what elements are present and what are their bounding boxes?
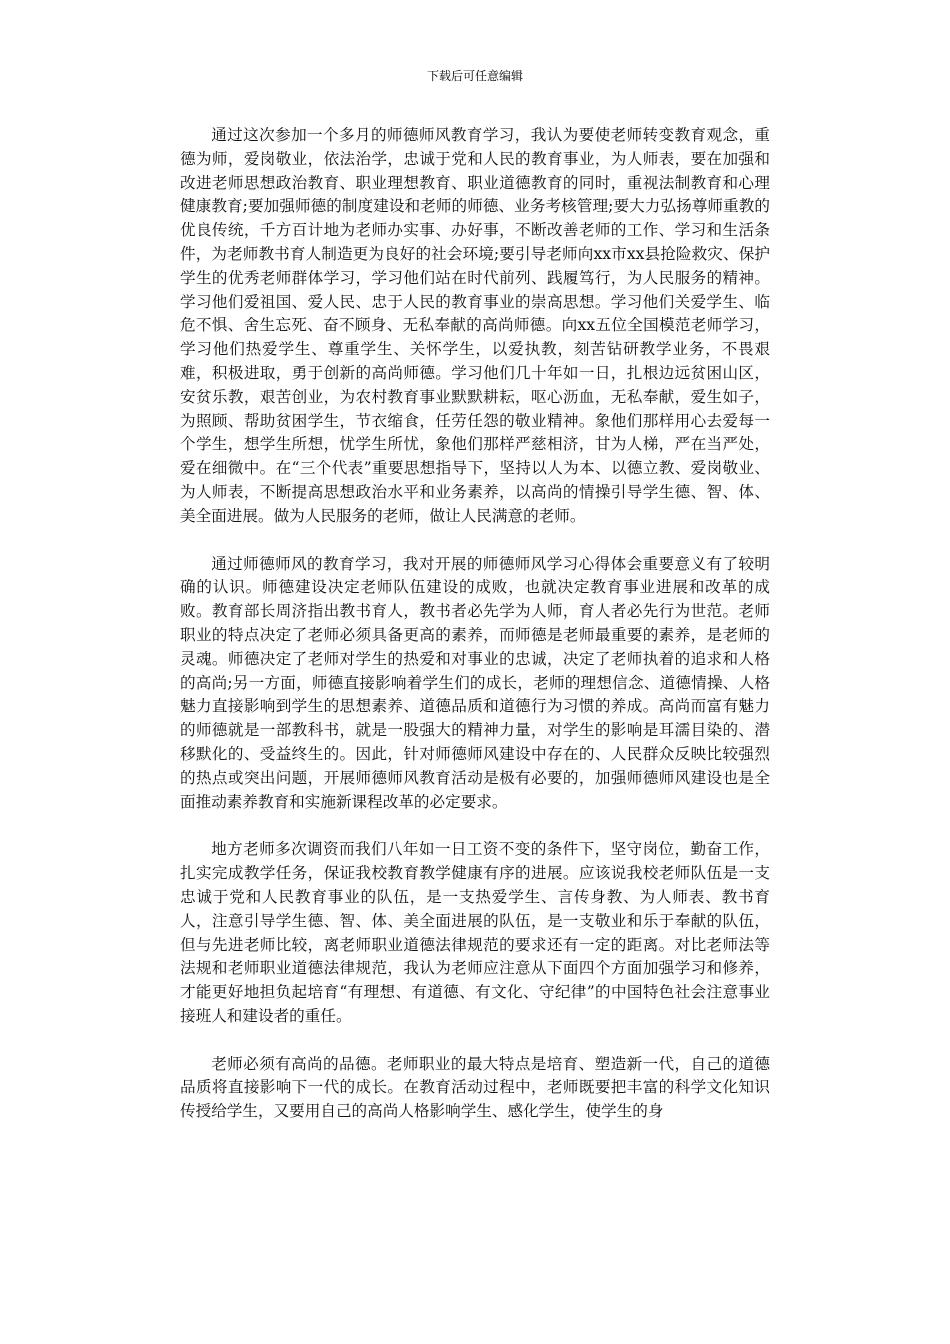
page-header: 下载后可任意编辑 (426, 69, 523, 83)
paragraph: 通过师德师风的教育学习，我对开展的师德师风学习心得体会重要意义有了较明确的认识。师德建设决定老师队伍建设的成败，也就决定教育事业进展和改革的成败。教育部长周济指出教书育人，教书者必先学为人师，育人者必先行为世范。老师职业的特点决定了老师必须具备更高的素养，而师德是老师最重要的素养，是老师的灵魂。师德决定了老师对学生的热爱和对事业的忠诚，决定了老师执着的追求和人格的高尚;另一方面，师德直接影响着学生们的成长，老师的理想信念、道德情操、人格魅力直接影响到学生的思想素养、道德品质和道德行为习惯的养成。高尚而富有魅力的师德就是一部教科书，就是一股强大的精神力量，对学生的影响是耳濡目染的、潜移默化的、受益终生的。因此，针对师德师风建设中存在的、人民群众反映比较强烈的热点或突出问题，开展师德师风教育活动是极有必要的，加强师德师风建设也是全面推动素养教育和实施新课程改革的必定要求。 (180, 554, 770, 811)
paragraph: 通过这次参加一个多月的师德师风教育学习，我认为要使老师转变教育观念，重德为师，爱岗敬业，依法治学，忠诚于党和人民的教育事业，为人师表，要在加强和改进老师思想政治教育、职业理想教育、职业道德教育的同时，重视法制教育和心理健康教育;要加强师德的制度建设和老师的师德、业务考核管理;要大力弘扬尊师重教的优良传统，千方百计地为老师办实事、办好事，不断改善老师的工作、学习和生活条件，为老师教书育人制造更为良好的社会环境;要引导老师向xx市xx县抢险救灾、保护学生的优秀老师群体学习，学习他们站在时代前列、践履笃行，为人民服务的精神。学习他们爱祖国、爱人民、忠于人民的教育事业的崇高思想。学习他们关爱学生、临危不惧、舍生忘死、奋不顾身、无私奉献的高尚师德。向xx五位全国模范老师学习，学习他们热爱学生、尊重学生、关怀学生，以爱执教，刻苦钻研教学业务，不畏艰难，积极进取，勇于创新的高尚师德。学习他们几十年如一日，扎根边远贫困山区，安贫乐教，艰苦创业，为农村教育事业默默耕耘，呕心沥血，无私奉献，爱生如子，为照顾、帮助贫困学生，节衣缩食，任劳任怨的敬业精神。象他们那样用心去爱每一个学生，想学生所想，忧学生所忧，象他们那样严慈相济，甘为人梯，严在当严处，爱在细微中。在“三个代表”重要思想指导下，坚持以人为本、以德立教、爱岗敬业、为人师表，不断提高思想政治水平和业务素养，以高尚的情操引导学生德、智、体、美全面进展。做为人民服务的老师，做让人民满意的老师。 (180, 126, 770, 525)
paragraph: 老师必须有高尚的品德。老师职业的最大特点是培育、塑造新一代，自己的道德品质将直接影响下一代的成长。在教育活动过程中，老师既要把丰富的科学文化知识传授给学生，又要用自己的高尚人格影响学生、感化学生，使学生的身 (180, 1054, 770, 1121)
document-body (180, 124, 770, 1148)
paragraph: 地方老师多次调资而我们八年如一日工资不变的条件下，坚守岗位，勤奋工作，扎实完成教学任务，保证我校教育教学健康有序的进展。应该说我校老师队伍是一支忠诚于党和人民教育事业的队伍，是一支热爱学生、言传身教、为人师表、教书育人，注意引导学生德、智、体、美全面进展的队伍，是一支敬业和乐于奉献的队伍，但与先进老师比较，离老师职业道德法律规范的要求还有一定的距离。对比老师法等法规和老师职业道德法律规范，我认为老师应注意从下面四个方面加强学习和修养，才能更好地担负起培育“有理想、有道德、有文化、守纪律”的中国特色社会注意事业接班人和建设者的重任。 (180, 840, 770, 1025)
